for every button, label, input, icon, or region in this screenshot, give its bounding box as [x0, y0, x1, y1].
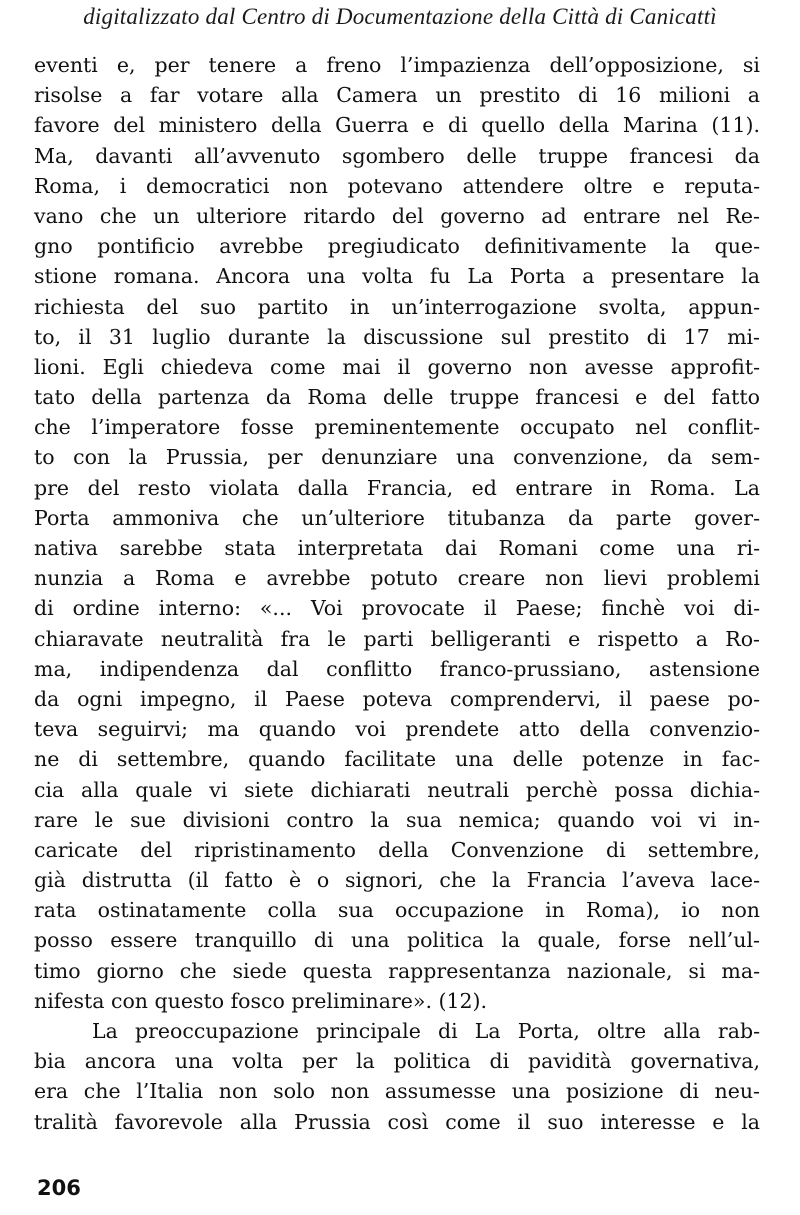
- text-line: da ogni impegno, il Paese poteva comprendervi, il paese po-: [34, 686, 760, 711]
- text-line: favore del ministero della Guerra e di quello della Marina (11).: [34, 113, 760, 138]
- text-line: to, il 31 luglio durante la discussione sul prestito di 17 mi-: [34, 324, 760, 349]
- text-line: nativa sarebbe stata interpretata dai Romani come una ri-: [34, 536, 760, 560]
- text-line: ne di settembre, quando facilitate una delle potenze in fac-: [34, 747, 760, 772]
- text-line: Porta ammoniva che un’ulteriore titubanza da parte gover-: [34, 505, 760, 530]
- text-line: richiesta del suo partito in un’interrogazione svolta, appun-: [34, 294, 760, 319]
- text-line: tralità favorevole alla Prussia così come il suo interesse e la: [34, 1109, 760, 1134]
- text-line: caricate del ripristinamento della Convenzione di settembre,: [34, 837, 760, 862]
- text-line: chiaravate neutralità fra le parti belligeranti e rispetto a Ro-: [34, 626, 760, 651]
- text-line: risolse a far votare alla Camera un prestito di 16 milioni a: [34, 83, 760, 108]
- text-line: vano che un ulteriore ritardo del governo ad entrare nel Re-: [34, 203, 760, 228]
- text-line: nunzia a Roma e avrebbe potuto creare non lievi problemi: [34, 566, 760, 591]
- text-line: to con la Prussia, per denunziare una convenzione, da sem-: [34, 445, 760, 470]
- text-line: ma, indipendenza dal conflitto franco-prussiano, astensione: [34, 656, 760, 681]
- body-text: [34, 50, 760, 1137]
- digitization-watermark: digitalizzato dal Centro di Documentazione della Città di Canicattì: [83, 4, 717, 29]
- text-line: La preoccupazione principale di La Porta, oltre alla rab-: [92, 1019, 760, 1043]
- text-line: bia ancora una volta per la politica di pavidità governativa,: [34, 1049, 760, 1074]
- text-line: già distrutta (il fatto è o signori, che la Francia l’aveva lace-: [34, 868, 760, 893]
- text-line: che l’imperatore fosse preminentemente occupato nel conflit-: [34, 415, 760, 440]
- text-line: posso essere tranquillo di una politica la quale, forse nell’ul-: [34, 928, 760, 953]
- text-line: Ma, davanti all’avvenuto sgombero delle truppe francesi da: [34, 143, 760, 168]
- text-line: rare le sue divisioni contro la sua nemica; quando voi vi in-: [34, 807, 760, 832]
- text-line: pre del resto violata dalla Francia, ed entrare in Roma. La: [34, 475, 760, 500]
- text-line: nifesta con questo fosco preliminare». (12).: [34, 988, 488, 1013]
- text-line: di ordine interno: «... Voi provocate il Paese; finchè voi di-: [34, 596, 760, 621]
- text-line: tato della partenza da Roma delle truppe francesi e del fatto: [34, 385, 760, 410]
- text-line: era che l’Italia non solo non assumesse una posizione di neu-: [34, 1079, 760, 1104]
- text-line: lioni. Egli chiedeva come mai il governo non avesse approfit-: [34, 354, 760, 379]
- page-number: 206: [37, 1176, 81, 1200]
- text-line: stione romana. Ancora una volta fu La Porta a presentare la: [34, 264, 760, 289]
- text-line: gno pontificio avrebbe pregiudicato definitivamente la que-: [34, 234, 760, 259]
- text-line: rata ostinatamente colla sua occupazione in Roma), io non: [34, 898, 760, 923]
- text-line: eventi e, per tenere a freno l’impazienza dell’opposizione, si: [34, 53, 760, 77]
- text-line: Roma, i democratici non potevano attendere oltre e reputa-: [34, 173, 760, 198]
- text-line: cia alla quale vi siete dichiarati neutrali perchè possa dichia-: [34, 777, 760, 802]
- text-line: teva seguirvi; ma quando voi prendete atto della convenzio-: [34, 717, 760, 742]
- text-line: timo giorno che siede questa rappresentanza nazionale, si ma-: [34, 958, 760, 983]
